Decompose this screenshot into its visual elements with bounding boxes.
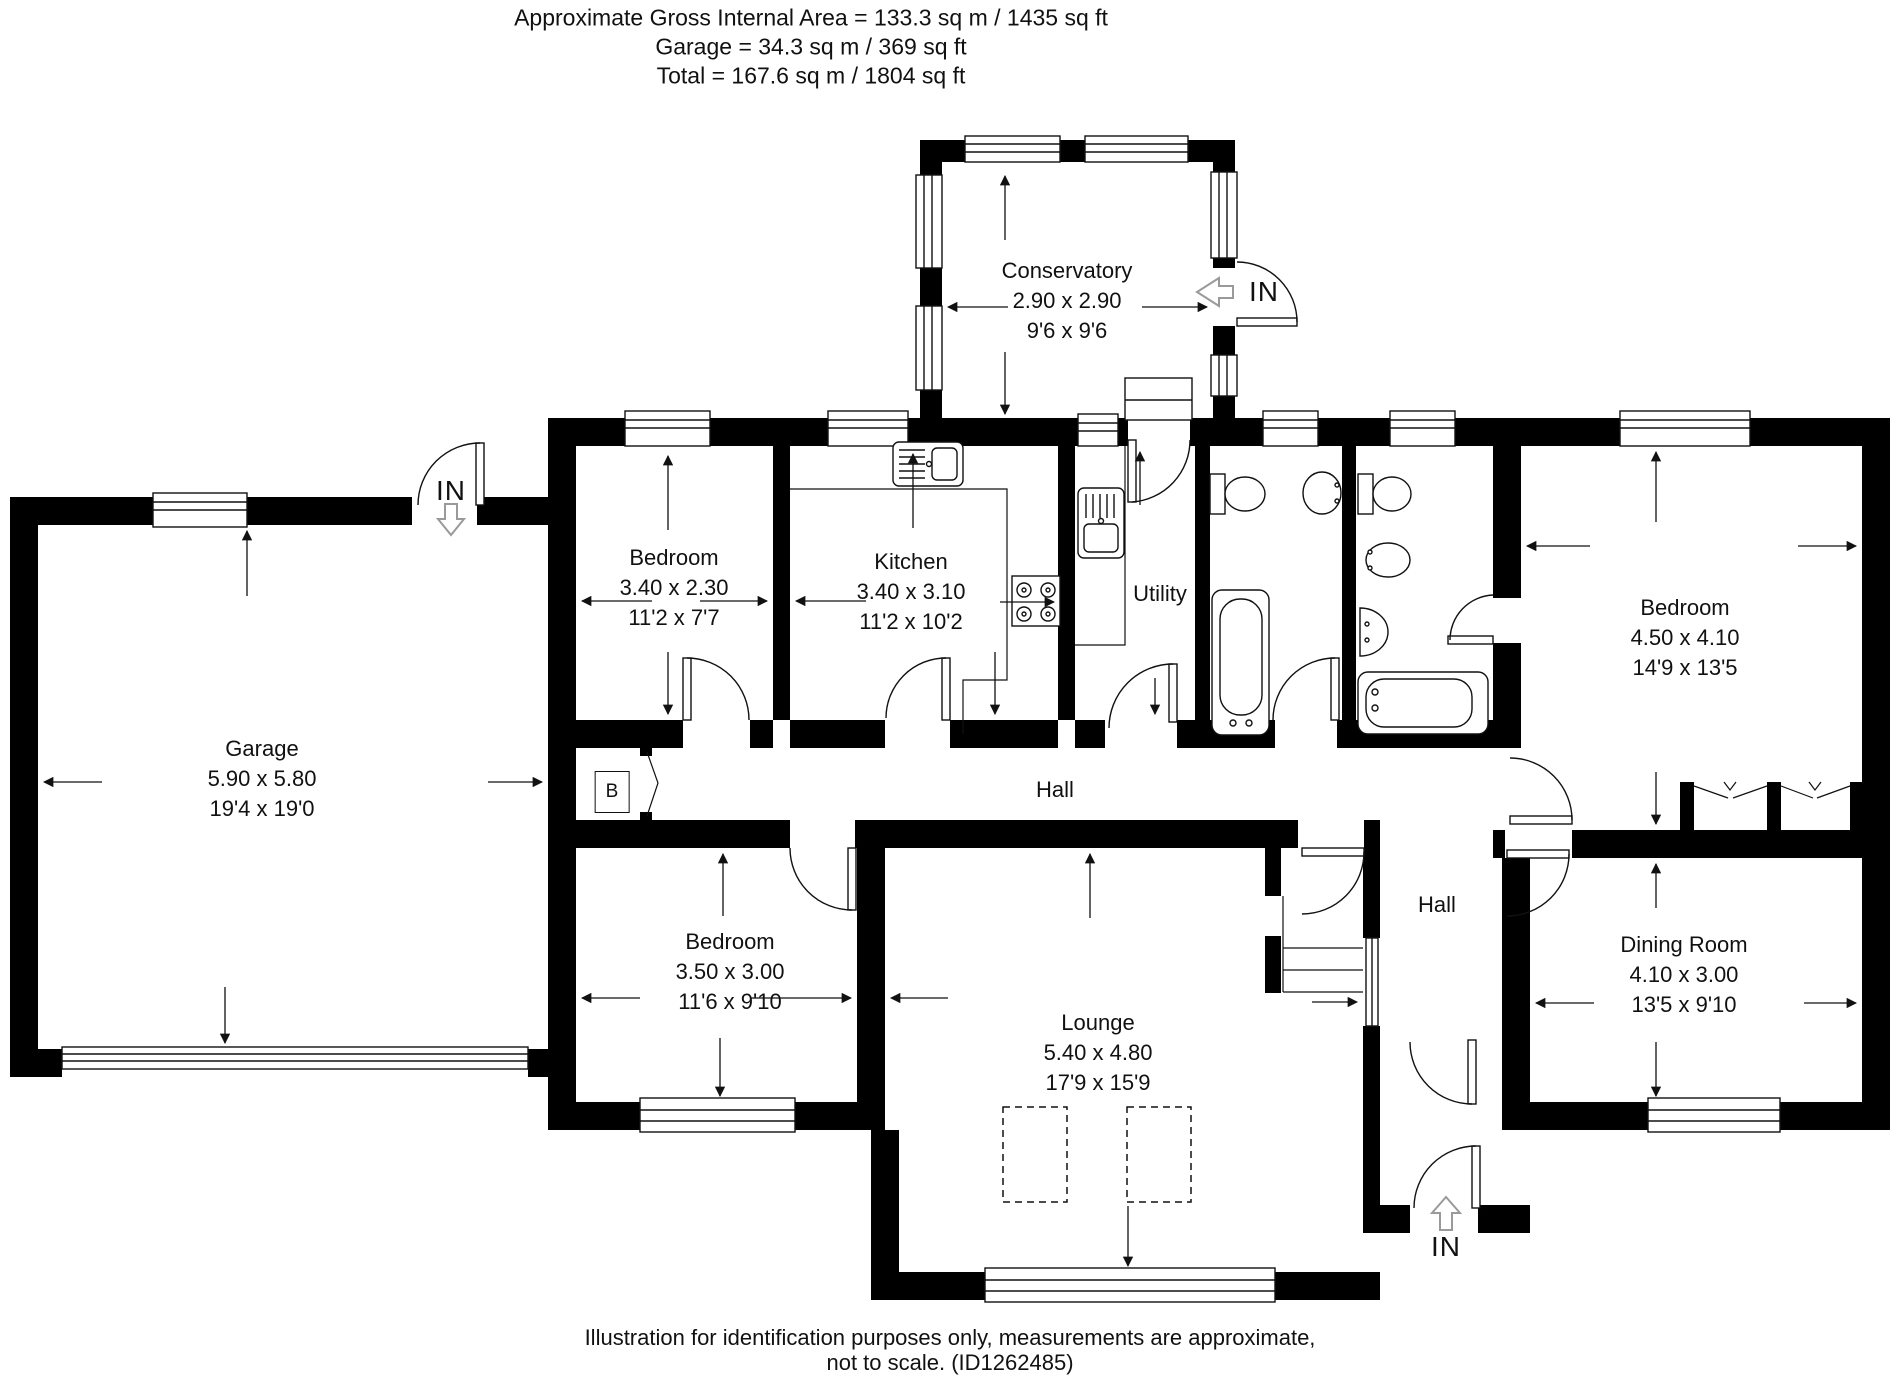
window-bathroom-1	[1263, 411, 1318, 446]
room-dim-imperial: 9'6 x 9'6	[1026, 318, 1108, 343]
room-label-bedroom-top	[620, 543, 729, 633]
entry-label-garage: IN	[436, 475, 466, 506]
basin-icon-bath2	[1360, 608, 1388, 656]
window-kitchen	[828, 411, 908, 446]
room-dim-imperial: 17'9 x 15'9	[1045, 1070, 1151, 1095]
room-dim-metric: 3.40 x 3.10	[856, 579, 966, 604]
kitchen-sink-icon	[893, 442, 963, 486]
room-name: Dining Room	[1620, 932, 1748, 957]
room-label-utility	[1133, 579, 1187, 609]
room-name: Utility	[1133, 581, 1187, 606]
window-bathroom-2	[1390, 411, 1455, 446]
bidet-icon	[1366, 543, 1410, 577]
room-label-conservatory	[1002, 256, 1133, 346]
room-label-bedroom-right	[1631, 593, 1740, 683]
footer-line-2: not to scale. (ID1262485)	[826, 1350, 1074, 1375]
garage-door	[62, 1047, 528, 1069]
footer-disclaimer	[585, 1325, 1316, 1375]
entry-label-rear: IN	[1431, 1231, 1461, 1262]
room-label-hall-rear	[1418, 892, 1456, 918]
room-name: Bedroom	[1640, 595, 1730, 620]
toilet-icon-bath2	[1358, 474, 1411, 514]
window-utility-small	[1078, 414, 1118, 446]
boiler-box	[595, 771, 630, 813]
window-bedroom-right	[1620, 411, 1750, 446]
lounge-glazed-door	[1366, 938, 1378, 1026]
room-dim-imperial: 11'2 x 7'7	[628, 605, 720, 630]
window-lounge	[985, 1268, 1275, 1302]
room-dim-imperial: 19'4 x 19'0	[209, 796, 315, 821]
boiler-label: B	[595, 771, 630, 813]
header-line-garage: Garage = 34.3 sq m / 369 sq ft	[655, 33, 967, 60]
header-line-total: Total = 167.6 sq m / 1804 sq ft	[656, 62, 966, 89]
room-label-garage	[208, 734, 317, 824]
entry-label-conservatory: IN	[1249, 276, 1279, 307]
room-dim-imperial: 11'6 x 9'10	[678, 989, 782, 1014]
room-name: Hall	[1418, 892, 1456, 917]
basin-icon-bath1	[1303, 472, 1341, 514]
room-name: Kitchen	[874, 549, 948, 574]
room-dim-metric: 4.10 x 3.00	[1629, 962, 1739, 987]
room-dim-metric: 2.90 x 2.90	[1012, 288, 1122, 313]
room-label-dining	[1620, 930, 1747, 1020]
room-dim-metric: 3.40 x 2.30	[619, 575, 729, 600]
room-dim-metric: 3.50 x 3.00	[675, 959, 785, 984]
toilet-icon-bath1	[1210, 474, 1265, 514]
bath-icon-bath2	[1358, 672, 1488, 734]
room-name: Conservatory	[1001, 258, 1133, 283]
footer-line-1: Illustration for identification purposes only, measurements are approximate,	[584, 1325, 1316, 1350]
window-dining	[1648, 1098, 1780, 1132]
room-label-bedroom-left	[676, 927, 785, 1017]
room-dim-imperial: 14'9 x 13'5	[1632, 655, 1738, 680]
skylight-dashed	[1003, 1107, 1191, 1202]
room-name: Hall	[1036, 777, 1074, 802]
room-dim-metric: 5.90 x 5.80	[207, 766, 317, 791]
hob-icon	[1012, 576, 1060, 626]
room-label-kitchen	[857, 547, 966, 637]
room-name: Lounge	[1061, 1010, 1135, 1035]
room-name: Garage	[225, 736, 299, 761]
window-garage	[153, 493, 247, 527]
room-label-hall-main	[1036, 777, 1074, 803]
header-area-summary	[514, 4, 1108, 91]
bifold-door	[647, 752, 658, 816]
header-line-total-internal: Approximate Gross Internal Area = 133.3 sq m / 1435 sq ft	[514, 4, 1108, 31]
bath-icon-bath1	[1212, 590, 1269, 735]
room-dim-imperial: 11'2 x 10'2	[859, 609, 963, 634]
rear-entry-arrow-icon	[1432, 1197, 1460, 1230]
garage-entry-arrow-icon	[438, 504, 464, 535]
room-label-lounge	[1044, 1008, 1153, 1098]
room-name: Bedroom	[629, 545, 719, 570]
room-dim-metric: 4.50 x 4.10	[1630, 625, 1740, 650]
conservatory-entry-arrow-icon	[1197, 278, 1233, 306]
conservatory-threshold	[1125, 378, 1192, 420]
utility-sink-icon	[1078, 488, 1124, 558]
window-bedroom-left	[640, 1098, 795, 1132]
window-bedroom-top	[625, 411, 710, 446]
room-dim-imperial: 13'5 x 9'10	[1631, 992, 1737, 1017]
room-dim-metric: 5.40 x 4.80	[1043, 1040, 1153, 1065]
room-name: Bedroom	[685, 929, 775, 954]
